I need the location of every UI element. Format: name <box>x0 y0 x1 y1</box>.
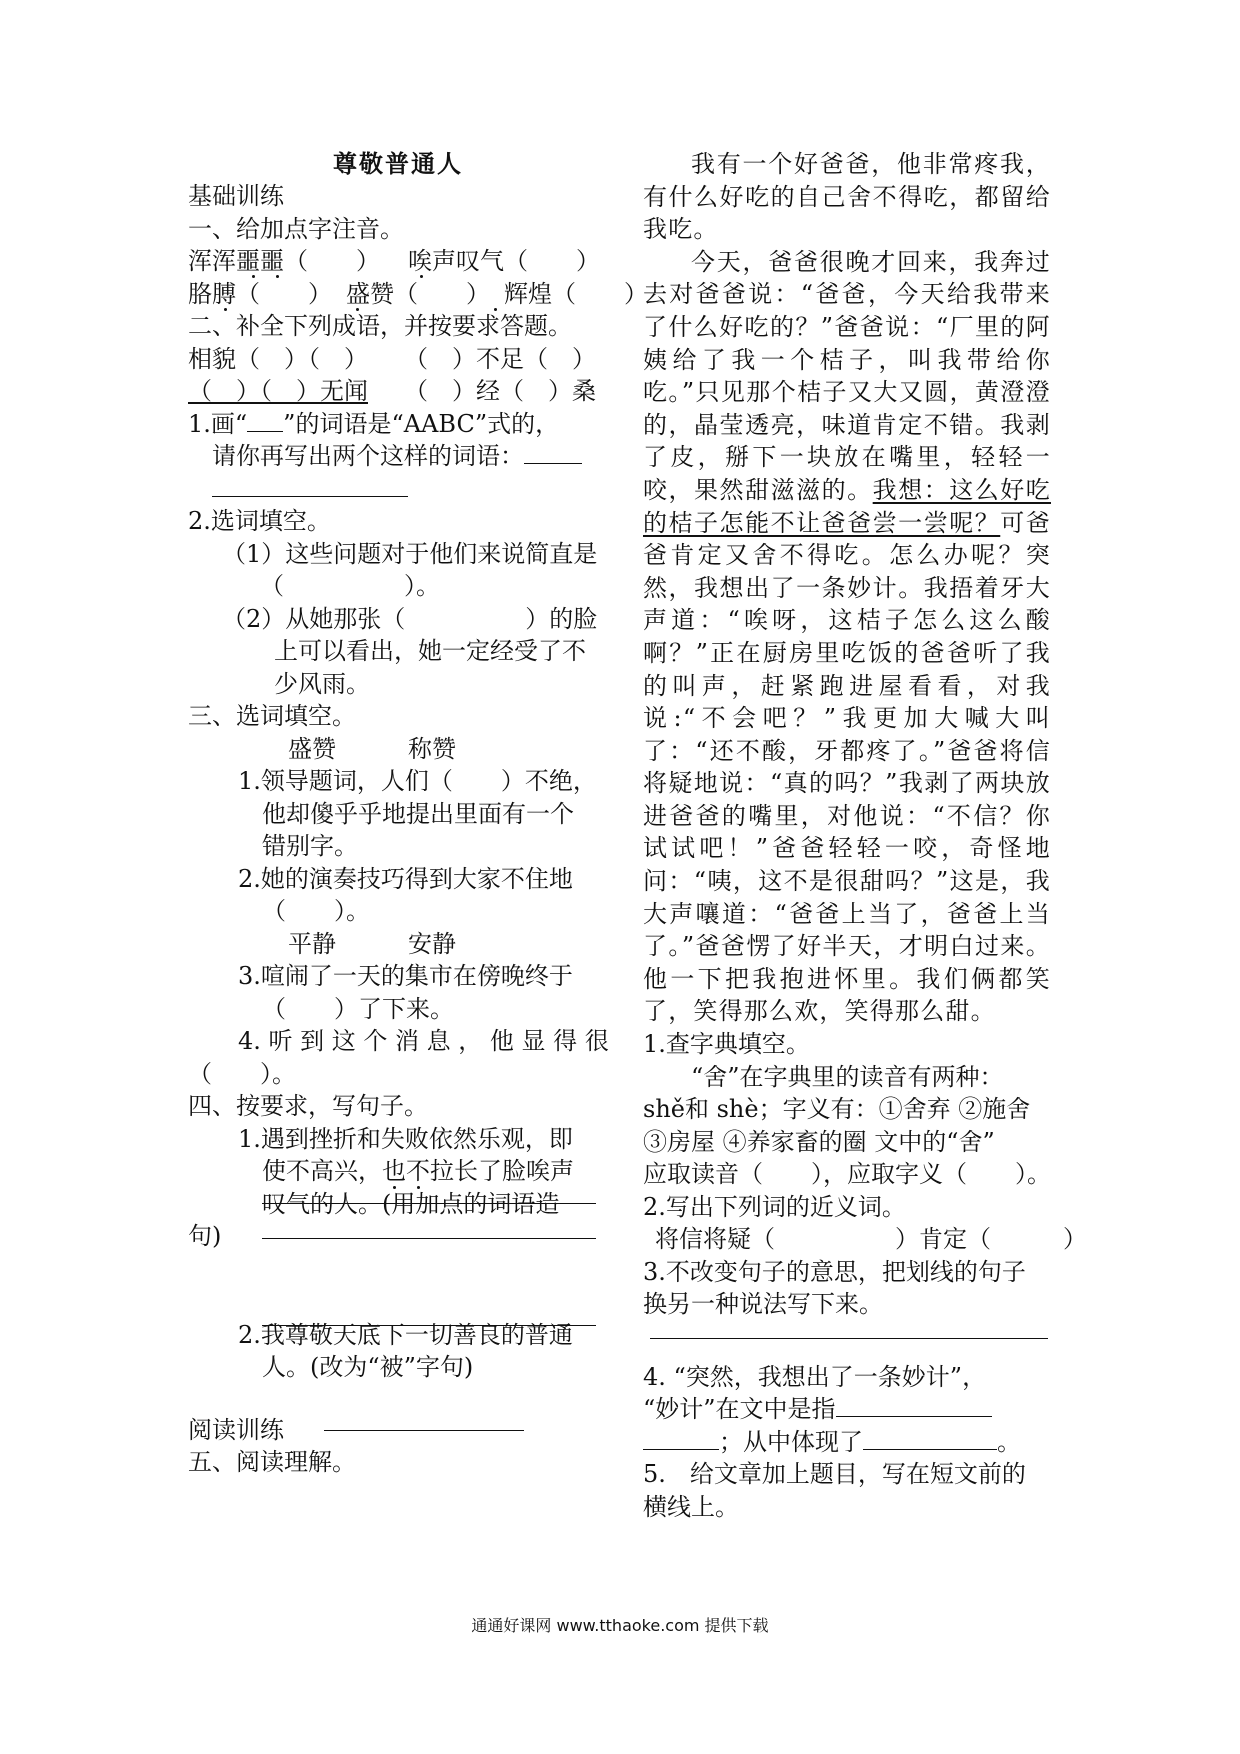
q1-item-shengzan: 盛赞（ ） <box>346 279 490 308</box>
r4-line-b <box>643 1393 1051 1426</box>
q2-sub1-line1 <box>188 408 608 441</box>
r4-line-c <box>643 1426 1051 1459</box>
q3-word-choices-1: 盛赞 称赞 <box>288 734 456 763</box>
emphasis-dot <box>252 275 255 278</box>
q4-item1-answer-space-2 <box>188 1289 608 1319</box>
q4-item1-b <box>188 1155 608 1188</box>
q1-item-hunhun: 浑浑噩噩（ ） <box>188 247 380 275</box>
q3-item3-a: 3.喧闹了一天的集市在傍晚终于 <box>238 962 573 990</box>
q4-item2-a: 2.我尊敬天底下一切善良的普通 <box>238 1320 573 1349</box>
idiom-wuwen: （ ）（ ）无闻 <box>188 377 368 405</box>
q4-item2-b: 人。(改为“被”字句) <box>262 1353 474 1381</box>
q3-item3-b: （ ）了下来。 <box>262 994 454 1023</box>
r4-prompt-c: ；从中体现了 <box>719 1427 863 1456</box>
underline-sample <box>247 411 283 432</box>
emphasis-dot <box>420 275 423 278</box>
q4-item1-b-post: 拉长了脸唉声 <box>430 1157 574 1185</box>
q2-row2 <box>188 375 608 408</box>
idiom-xiangmao: 相貌（ ）（ ） <box>188 344 368 373</box>
r4-period: 。 <box>997 1427 1021 1456</box>
q2-sub2-1: （1）这些问题对于他们来说简直是 <box>222 539 598 568</box>
passage-underlined-sentence: 我想：这么好吃的桔子怎能不让爸爸尝一尝呢？ <box>643 475 1051 537</box>
emphasis-dot <box>494 308 497 311</box>
emphasis-dot <box>276 275 279 278</box>
q1-row1 <box>188 245 608 278</box>
r4-prompt-b: “妙计”在文中是指 <box>643 1395 836 1424</box>
q4-item1-a: 1.遇到挫折和失败依然乐观，即 <box>238 1124 573 1153</box>
r1-heading: 1.查字典填空。 <box>643 1030 810 1059</box>
section-reading-heading: 阅读训练 <box>188 1415 284 1444</box>
q2-sub2-2c: 少风雨。 <box>274 669 370 698</box>
passage-p2-pre: 今天，爸爸很晚才回来，我奔过去对爸爸说：“爸爸，今天给我带来了什么好吃的？”爸爸说：“厂里的阿姨给了我一个桔子，叫我带给你吃。”只见那个桔子又大又圆，黄澄澄的，晶莹透亮，味道肯定不错。我剥了皮，掰下一块放在嘴里，轻轻一咬，果然甜滋滋的。 <box>643 247 1051 504</box>
left-column <box>188 148 648 1479</box>
q2-sub2-2: （2）从她那张（ ）的脸 <box>222 604 598 633</box>
q1-row2 <box>188 278 648 311</box>
r1-line-a: “舍”在字典里的读音有两种： <box>691 1062 1004 1091</box>
answer-line-r3[interactable] <box>650 1338 1048 1339</box>
r4-line-a: 4. “突然，我想出了一条妙计”， <box>643 1362 987 1391</box>
q1-heading: 一、给加点字注音。 <box>188 214 404 243</box>
q2-row1 <box>188 343 608 376</box>
r5-line-b: 横线上。 <box>643 1492 739 1521</box>
answer-blank-aabc-1[interactable] <box>524 443 582 464</box>
answer-line-article-title[interactable] <box>324 1430 524 1431</box>
right-column <box>643 148 1087 1523</box>
emphasis-dot <box>224 308 227 311</box>
q4-heading: 四、按要求，写句子。 <box>188 1092 428 1120</box>
r2-line-a: 将信将疑（ ）肯定（ ） <box>655 1225 1087 1254</box>
dotted-char-ye: 也 <box>382 1157 406 1185</box>
answer-blank-miaoji-2[interactable] <box>643 1429 719 1450</box>
dotted-char-bu: 不 <box>406 1157 430 1185</box>
q1-item-huihuang: 辉煌（ ） <box>504 279 648 308</box>
q2-sub2-2b: 上可以看出，她一定经受了不 <box>274 637 586 665</box>
q2-sub1-line3 <box>188 473 608 506</box>
emphasis-dot <box>356 308 359 311</box>
q1-item-gebo: 胳膊（ ） <box>188 279 332 308</box>
q2-sub1-line2 <box>188 440 608 473</box>
q3-word-choices-2: 平静 安静 <box>288 929 456 958</box>
q2-sub2-heading: 2.选词填空。 <box>188 507 331 535</box>
q2-sub1-prompt: 请你再写出两个这样的词语： <box>212 442 524 470</box>
q3-item1-c: 错别字。 <box>262 832 358 860</box>
answer-line-q4-2[interactable] <box>262 1325 596 1326</box>
q3-item4-a: 4. 听 到 这 个 消 息 ， 他 显 得 很 <box>238 1027 609 1055</box>
q4-item1-b-pre: 使不高兴， <box>262 1157 382 1185</box>
q4-item1-answer-space <box>188 1253 608 1289</box>
idiom-jingsang: （ ）经（ ）桑 <box>404 377 596 405</box>
q3-heading: 三、选词填空。 <box>188 702 356 730</box>
r2-heading: 2.写出下列词的近义词。 <box>643 1192 906 1221</box>
answer-line-q4-1a[interactable] <box>262 1203 596 1204</box>
r1-line-b: shě和 shè；字义有：①舍弃 ②施舍 <box>643 1095 1031 1124</box>
q3-item1-b: 他却傻乎乎地提出里面有一个 <box>262 799 574 828</box>
footer-credit: 通通好课网 www.tthaoke.com 提供下载 <box>471 1616 769 1635</box>
q2-heading: 二、补全下列成语，并按要求答题。 <box>188 312 572 340</box>
answer-blank-miaoji-1[interactable] <box>836 1396 992 1417</box>
r1-line-c: ③房屋 ④养家畜的圈 文中的“舍” <box>643 1127 995 1156</box>
r3-answer-space <box>643 1321 1051 1361</box>
q3-item2-b: （ ）。 <box>262 897 370 925</box>
q4-item1-d: 句) <box>188 1222 222 1250</box>
page-title: 尊敬普通人 <box>333 149 463 178</box>
passage-paragraph-2 <box>643 246 1051 1028</box>
r1-line-d: 应取读音（ ），应取字义（ ）。 <box>643 1160 1051 1189</box>
passage-paragraph-1: 我有一个好爸爸，他非常疼我，有什么好吃的自己舍不得吃，都留给我吃。 <box>643 150 1051 244</box>
q3-item1-a: 1.领导题词，人们（ ）不绝， <box>238 767 597 795</box>
q2-sub1-text-b: ”的词语是“AABC”式的， <box>283 409 560 438</box>
answer-blank-aabc-2[interactable] <box>212 476 408 497</box>
answer-blank-tixian[interactable] <box>863 1429 997 1450</box>
q4-item1-c: 叹气的人。(用加点的词语造 <box>262 1189 560 1218</box>
q5-heading: 五、阅读理解。 <box>188 1448 356 1476</box>
q2-sub1-text-a: 1.画“ <box>188 409 248 438</box>
r3-line-b: 换另一种说法写下来。 <box>643 1290 883 1319</box>
q3-item4-b: （ ）。 <box>188 1059 296 1088</box>
q2-sub2-1b: （ ）。 <box>260 572 440 600</box>
idiom-buzu: （ ）不足（ ） <box>404 344 596 373</box>
r3-heading: 3.不改变句子的意思，把划线的句子 <box>643 1257 1026 1286</box>
q1-item-aisheng: 唉声叹气（ ） <box>408 247 600 275</box>
q3-item2-a: 2.她的演奏技巧得到大家不住地 <box>238 864 573 893</box>
answer-line-q4-1b[interactable] <box>262 1238 596 1239</box>
q4-item2-answer-space <box>188 1384 608 1414</box>
passage-p2-post: 可爸爸肯定又舍不得吃。怎么办呢？突然，我想出了一条妙计。我捂着牙大声道：“唉呀，这桔子怎么这么酸啊？”正在厨房里吃饭的爸爸听了我的叫声，赶紧跑进屋看看，对我说:“不会吧？”我更加大喊大叫了：“还不酸，牙都疼了。”爸爸将信将疑地说：“真的吗？”我剥了两块放进爸爸的嘴里，对他说：“不信？你试试吧！”爸爸轻轻一咬，奇怪地问：“咦，这不是很甜吗？”这是，我大声嚷道：“爸爸上当了，爸爸上当了。”爸爸愣了好半天，才明白过来。他一下把我抱进怀里。我们俩都笑了，笑得那么欢，笑得那么甜。 <box>643 508 1051 1026</box>
section-basic-heading: 基础训练 <box>188 182 284 210</box>
r5-line-a: 5. 给文章加上题目，写在短文前的 <box>643 1460 1026 1489</box>
